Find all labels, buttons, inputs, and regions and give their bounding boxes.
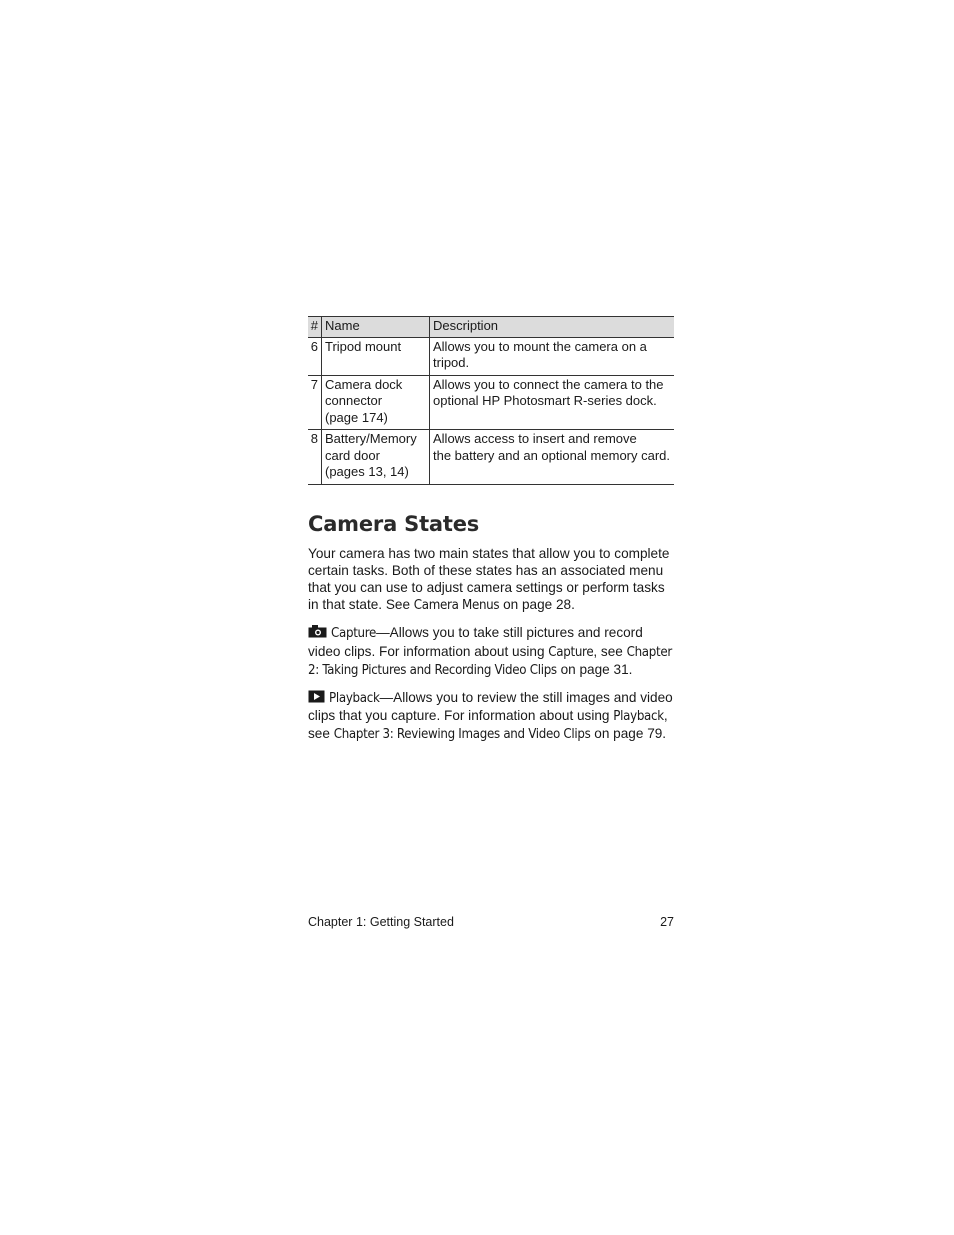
playback-text-end: on page 79. <box>590 726 667 742</box>
capture-term-ref: Capture <box>548 644 594 660</box>
table-row <box>308 375 674 430</box>
row-description: Allows you to connect the camera to the optional HP Photosmart R-series dock. <box>430 375 675 430</box>
playback-term-ref: Playback <box>613 709 664 725</box>
row-description: Allows access to insert and remove the battery and an optional memory card. <box>430 430 675 485</box>
parts-table <box>308 316 674 485</box>
playback-term: Playback <box>329 690 380 706</box>
footer-chapter: Chapter 1: Getting Started <box>308 915 454 929</box>
playback-paragraph <box>308 689 674 744</box>
row-description: Allows you to mount the camera on a tripod. <box>430 337 675 375</box>
row-number: 6 <box>308 337 322 375</box>
header-number: # <box>308 317 322 338</box>
intro-paragraph <box>308 545 674 615</box>
intro-text: Your camera has two main states that allow you to complete certain tasks. Both of these states has an associated menu that you can use to adjust camera settings or perform tasks in that state. See <box>308 545 670 613</box>
playback-text: —Allows you to review the still images and video clips that you capture. For information about using <box>308 689 673 724</box>
table-row <box>308 430 674 485</box>
row-name: Camera dock connector (page 174) <box>322 375 430 430</box>
page-number: 27 <box>660 915 674 929</box>
chapter2-link[interactable]: Chapter 2: Taking Pictures and Recording Video Clips <box>308 644 672 678</box>
page-content <box>308 316 674 754</box>
camera-menus-link[interactable]: Camera Menus <box>413 598 500 614</box>
capture-text: —Allows you to take still pictures and record video clips. For information about using <box>308 625 643 659</box>
row-number: 8 <box>308 430 322 485</box>
playback-icon <box>308 690 325 707</box>
camera-icon <box>308 625 327 642</box>
section-title: Camera States <box>308 511 480 536</box>
table-row <box>308 337 674 375</box>
table-header-row <box>308 317 674 338</box>
page-footer <box>308 915 674 929</box>
header-description: Description <box>430 317 675 338</box>
capture-text-end: on page 31. <box>556 661 633 677</box>
header-name: Name <box>322 317 430 338</box>
capture-term: Capture <box>331 626 377 642</box>
capture-text-see: , see <box>593 643 627 659</box>
row-name: Tripod mount <box>322 337 430 375</box>
row-name: Battery/Memory card door (pages 13, 14) <box>322 430 430 485</box>
capture-paragraph <box>308 624 674 679</box>
chapter3-link[interactable]: Chapter 3: Reviewing Images and Video Clips <box>333 727 591 743</box>
intro-text-end: on page 28. <box>499 597 575 613</box>
playback-text-see: , see <box>308 708 668 742</box>
row-number: 7 <box>308 375 322 430</box>
